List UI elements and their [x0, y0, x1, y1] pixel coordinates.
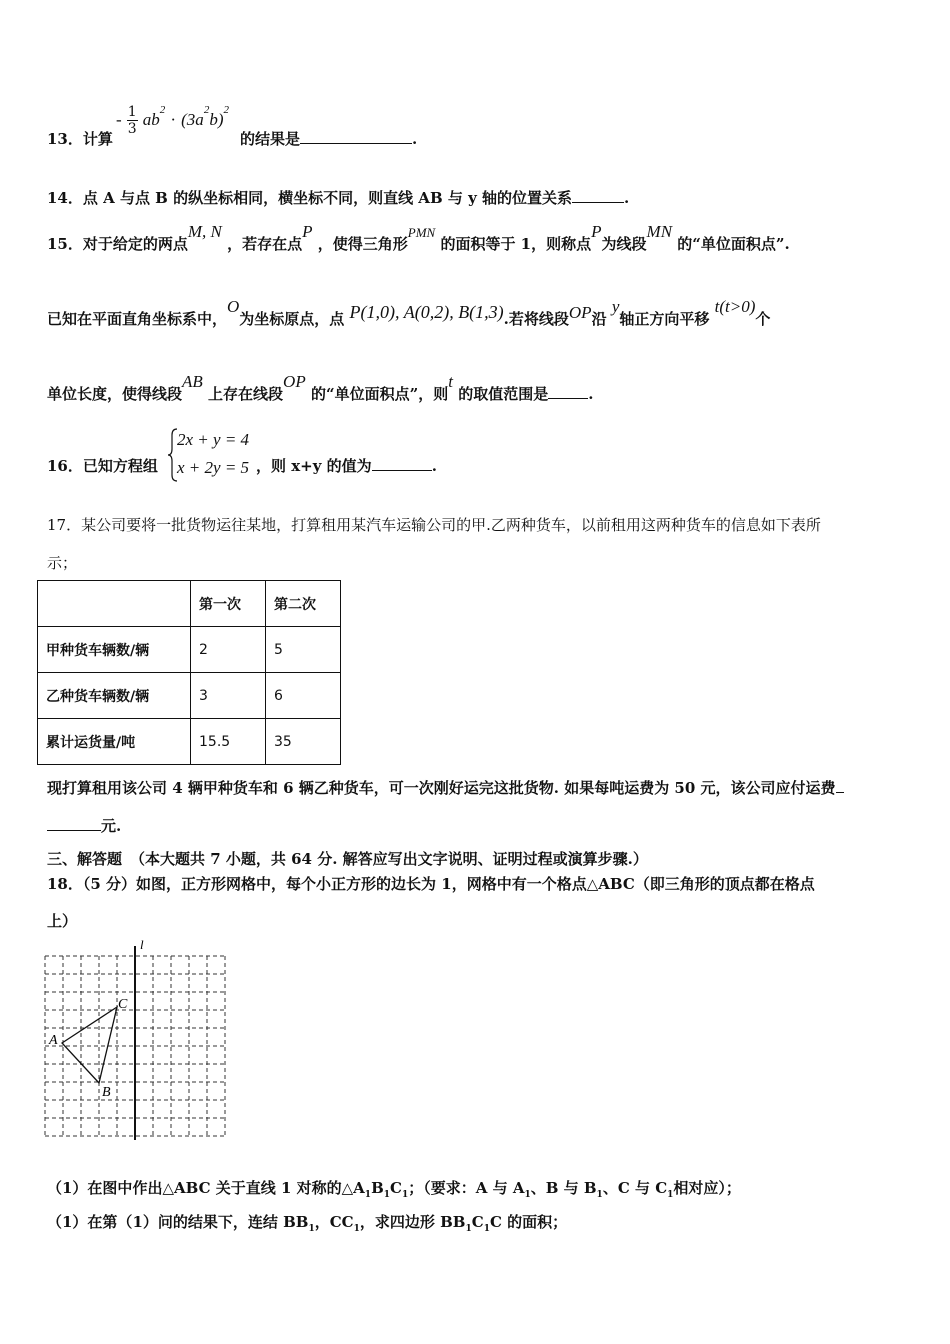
question-17-after: 现打算租用该公司 4 辆甲种货车和 6 辆乙种货车，可一次刚好运完这批货物. 如果每吨运费为 50 元，该公司应付运费 — [47, 777, 844, 798]
table-cell: 3 — [191, 673, 266, 719]
grid-figure — [40, 938, 230, 1143]
answer-blank[interactable] — [300, 129, 412, 144]
equation-1: 2x + y = 4 — [177, 430, 250, 449]
question-17-intro: 17．某公司要将一批货物运往某地，打算租用某汽车运输公司的甲.乙两种货车，以前租用这两种货车的信息如下表所 — [47, 516, 821, 534]
vertex-label-c: C — [118, 997, 128, 1012]
table-cell: 6 — [266, 673, 341, 719]
question-16: 16．已知方程组 — [47, 457, 158, 475]
table-row — [38, 627, 341, 673]
question-18-line-2: 上） — [47, 912, 78, 930]
answer-blank[interactable] — [372, 456, 432, 471]
table-cell: 累计运货量/吨 — [38, 719, 191, 765]
answer-blank-start — [836, 778, 844, 793]
table-header-cell — [38, 581, 191, 627]
question-17-intro-2: 示； — [47, 554, 78, 572]
table-cell: 乙种货车辆数/辆 — [38, 673, 191, 719]
question-18-line-1: 18．（5 分）如图，正方形网格中，每个小正方形的边长为 1，网格中有一个格点△ABC（即三角形的顶点都在格点 — [47, 875, 815, 893]
question-15-line-1: 15．对于给定的两点M, N ，若存在点P ，使得三角形PMN 的面积等于 1，则称点P为线段MN 的“单位面积点”. — [47, 222, 790, 253]
table-header-cell: 第一次 — [191, 581, 266, 627]
answer-blank[interactable] — [572, 188, 624, 203]
fraction: $\frac{1}{3}$ — [127, 104, 137, 137]
question-13: 13．计算 — [47, 130, 113, 148]
question-18-part-2: （1）在第（1）问的结果下，连结 $BB_1$，$CC_1$，求四边形 $BB_1C_1C$ 的面积； — [47, 1213, 568, 1234]
triangle-abc — [62, 1007, 117, 1083]
table-cell: 2 — [191, 627, 266, 673]
q13-expression: - $\frac{1}{3} ab^2 \cdot (3a^2b)^2$ — [116, 104, 229, 137]
question-17-after-2: 元. — [47, 815, 121, 836]
table-row — [38, 719, 341, 765]
truck-table — [37, 580, 341, 765]
vertex-label-b: B — [102, 1085, 111, 1100]
question-15-line-3: 单位长度，使得线段AB 上存在线段OP 的“单位面积点”，则t 的取值范围是 . — [47, 372, 594, 403]
table-header-row — [38, 581, 341, 627]
question-15-line-2: 已知在平面直角坐标系中，O为坐标原点，点 P(1,0), A(0,2), B(1,3).若将线段OP沿 y轴正方向平移 t(t>0)个 — [47, 297, 771, 328]
equation-2: x + 2y = 5 — [177, 458, 250, 477]
question-18-part-1: （1）在图中作出△ABC 关于直线 1 对称的$\triangle A_1B_1C_1$；（要求：A 与 $A_1$、B 与 $B_1$、C 与 $C_1$相对应）； — [47, 1179, 741, 1200]
table-cell: 15.5 — [191, 719, 266, 765]
q16-tail: ，则 x+y 的值为 . — [256, 457, 437, 475]
line-label-l: l — [140, 938, 144, 952]
table-row — [38, 673, 341, 719]
question-14: 14．点 A 与点 B 的纵坐标相同，横坐标不同，则直线 AB 与 y 轴的位置关系 . — [47, 189, 630, 207]
table-header-cell: 第二次 — [266, 581, 341, 627]
q13-tail: 的结果是 . — [240, 130, 418, 148]
answer-blank[interactable] — [548, 384, 588, 399]
table-cell: 35 — [266, 719, 341, 765]
vertex-label-a: A — [49, 1033, 58, 1048]
answer-blank[interactable] — [47, 816, 101, 831]
table-cell: 5 — [266, 627, 341, 673]
section-header: 三、解答题 （本大题共 7 小题，共 64 分. 解答应写出文字说明、证明过程或演算步骤.） — [47, 850, 648, 868]
table-cell: 甲种货车辆数/辆 — [38, 627, 191, 673]
